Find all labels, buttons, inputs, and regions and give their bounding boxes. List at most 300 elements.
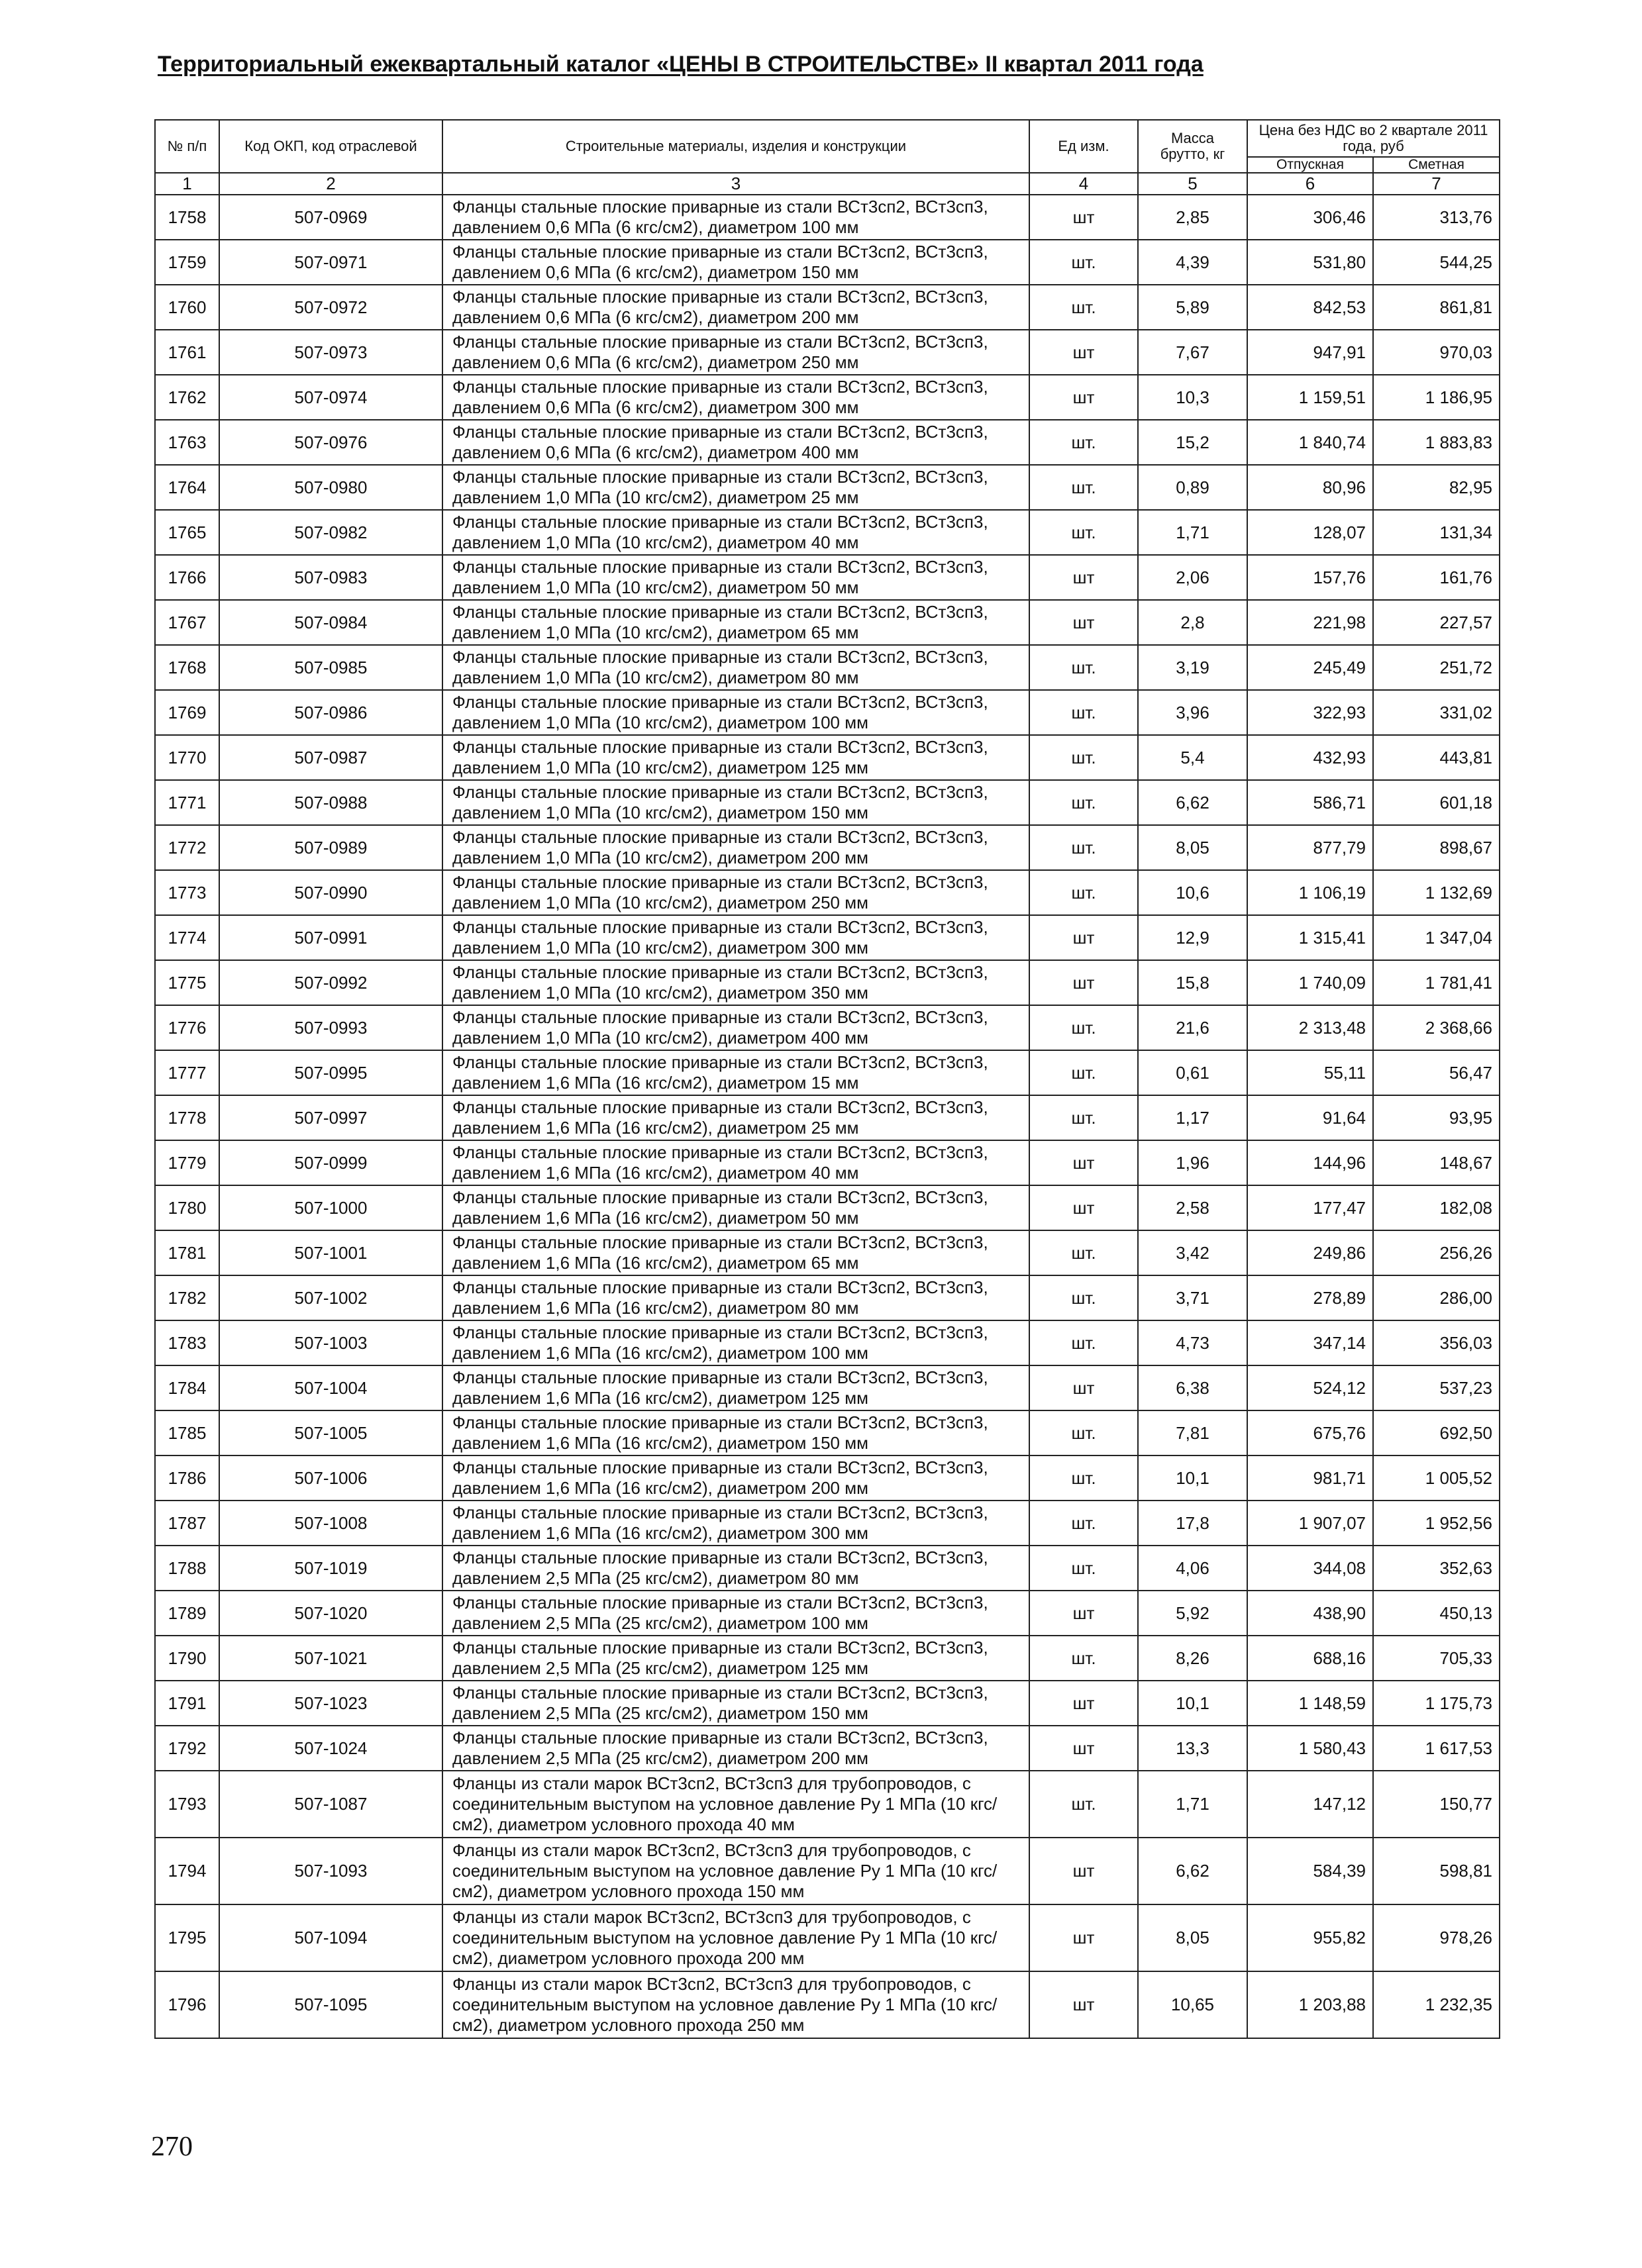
cell-name: Фланцы стальные плоские приварные из стали ВСт3сп2, ВСт3сп3, давлением 1,0 МПа (10 кгс/см2), диаметром 65 мм <box>442 600 1029 645</box>
cell-code: 507-1095 <box>219 1971 442 2038</box>
cell-num: 1791 <box>155 1681 219 1726</box>
table-row <box>155 1591 1500 1636</box>
table-row <box>155 1230 1500 1275</box>
cell-name: Фланцы стальные плоские приварные из стали ВСт3сп2, ВСт3сп3, давлением 1,6 МПа (16 кгс/см2), диаметром 300 мм <box>442 1501 1029 1546</box>
cell-num: 1774 <box>155 915 219 960</box>
cell-unit: шт. <box>1029 1005 1138 1050</box>
cell-name: Фланцы стальные плоские приварные из стали ВСт3сп2, ВСт3сп3, давлением 1,0 МПа (10 кгс/см2), диаметром 50 мм <box>442 555 1029 600</box>
cell-name: Фланцы стальные плоские приварные из стали ВСт3сп2, ВСт3сп3, давлением 1,0 МПа (10 кгс/см2), диаметром 125 мм <box>442 735 1029 780</box>
cell-code: 507-0991 <box>219 915 442 960</box>
cell-code: 507-0972 <box>219 285 442 330</box>
cell-price-estimate: 93,95 <box>1373 1095 1500 1140</box>
cell-unit: шт. <box>1029 1771 1138 1838</box>
cell-mass: 5,4 <box>1138 735 1247 780</box>
column-number: 4 <box>1029 173 1138 195</box>
cell-code: 507-0995 <box>219 1050 442 1095</box>
table-row <box>155 1546 1500 1591</box>
cell-mass: 8,26 <box>1138 1636 1247 1681</box>
cell-mass: 7,67 <box>1138 330 1247 375</box>
cell-mass: 21,6 <box>1138 1005 1247 1050</box>
cell-num: 1771 <box>155 780 219 825</box>
cell-mass: 13,3 <box>1138 1726 1247 1771</box>
cell-unit: шт. <box>1029 510 1138 555</box>
cell-price-release: 1 840,74 <box>1247 420 1373 465</box>
cell-unit: шт <box>1029 915 1138 960</box>
table-row <box>155 1636 1500 1681</box>
cell-code: 507-1024 <box>219 1726 442 1771</box>
cell-mass: 3,19 <box>1138 645 1247 690</box>
table-body <box>155 173 1500 2038</box>
cell-name: Фланцы стальные плоские приварные из стали ВСт3сп2, ВСт3сп3, давлением 1,6 МПа (16 кгс/см2), диаметром 25 мм <box>442 1095 1029 1140</box>
table-row <box>155 375 1500 420</box>
cell-mass: 1,17 <box>1138 1095 1247 1140</box>
table-row <box>155 1005 1500 1050</box>
cell-price-estimate: 450,13 <box>1373 1591 1500 1636</box>
cell-unit: шт. <box>1029 870 1138 915</box>
table-row <box>155 600 1500 645</box>
cell-code: 507-0982 <box>219 510 442 555</box>
cell-unit: шт. <box>1029 1095 1138 1140</box>
cell-unit: шт <box>1029 1591 1138 1636</box>
cell-price-release: 688,16 <box>1247 1636 1373 1681</box>
cell-code: 507-1019 <box>219 1546 442 1591</box>
cell-price-estimate: 1 132,69 <box>1373 870 1500 915</box>
table-row <box>155 1971 1500 2038</box>
table-row <box>155 1410 1500 1455</box>
cell-name: Фланцы стальные плоские приварные из стали ВСт3сп2, ВСт3сп3, давлением 1,6 МПа (16 кгс/см2), диаметром 80 мм <box>442 1275 1029 1320</box>
cell-price-estimate: 148,67 <box>1373 1140 1500 1185</box>
cell-name: Фланцы стальные плоские приварные из стали ВСт3сп2, ВСт3сп3, давлением 0,6 МПа (6 кгс/см2), диаметром 400 мм <box>442 420 1029 465</box>
cell-num: 1788 <box>155 1546 219 1591</box>
cell-mass: 5,89 <box>1138 285 1247 330</box>
cell-price-estimate: 1 617,53 <box>1373 1726 1500 1771</box>
table-row <box>155 1455 1500 1501</box>
cell-price-estimate: 537,23 <box>1373 1365 1500 1410</box>
cell-code: 507-0999 <box>219 1140 442 1185</box>
cell-price-estimate: 1 883,83 <box>1373 420 1500 465</box>
cell-unit: шт. <box>1029 1546 1138 1591</box>
cell-price-estimate: 1 781,41 <box>1373 960 1500 1005</box>
cell-num: 1760 <box>155 285 219 330</box>
cell-code: 507-0985 <box>219 645 442 690</box>
cell-unit: шт <box>1029 1140 1138 1185</box>
cell-name: Фланцы из стали марок ВСт3сп2, ВСт3сп3 для трубопроводов, с соединительным выступом на условное давление Ру 1 МПа (10 кгс/см2), диаметром условного прохода 40 мм <box>442 1771 1029 1838</box>
cell-mass: 1,71 <box>1138 1771 1247 1838</box>
cell-num: 1765 <box>155 510 219 555</box>
cell-num: 1759 <box>155 240 219 285</box>
cell-num: 1758 <box>155 195 219 240</box>
table-row <box>155 195 1500 240</box>
cell-price-estimate: 443,81 <box>1373 735 1500 780</box>
table-row <box>155 690 1500 735</box>
table-row <box>155 1275 1500 1320</box>
table-row <box>155 1320 1500 1365</box>
cell-price-release: 147,12 <box>1247 1771 1373 1838</box>
cell-price-release: 1 580,43 <box>1247 1726 1373 1771</box>
cell-num: 1769 <box>155 690 219 735</box>
cell-unit: шт. <box>1029 780 1138 825</box>
cell-price-estimate: 286,00 <box>1373 1275 1500 1320</box>
table-row <box>155 645 1500 690</box>
cell-code: 507-1006 <box>219 1455 442 1501</box>
cell-num: 1787 <box>155 1501 219 1546</box>
cell-unit: шт. <box>1029 1501 1138 1546</box>
cell-code: 507-1008 <box>219 1501 442 1546</box>
cell-price-estimate: 131,34 <box>1373 510 1500 555</box>
cell-unit: шт <box>1029 1681 1138 1726</box>
cell-name: Фланцы стальные плоские приварные из стали ВСт3сп2, ВСт3сп3, давлением 2,5 МПа (25 кгс/см2), диаметром 125 мм <box>442 1636 1029 1681</box>
cell-unit: шт <box>1029 330 1138 375</box>
cell-price-release: 347,14 <box>1247 1320 1373 1365</box>
cell-mass: 17,8 <box>1138 1501 1247 1546</box>
cell-price-release: 524,12 <box>1247 1365 1373 1410</box>
cell-price-estimate: 861,81 <box>1373 285 1500 330</box>
cell-name: Фланцы стальные плоские приварные из стали ВСт3сп2, ВСт3сп3, давлением 1,6 МПа (16 кгс/см2), диаметром 100 мм <box>442 1320 1029 1365</box>
cell-name: Фланцы стальные плоские приварные из стали ВСт3сп2, ВСт3сп3, давлением 1,0 МПа (10 кгс/см2), диаметром 300 мм <box>442 915 1029 960</box>
cell-mass: 10,1 <box>1138 1455 1247 1501</box>
cell-num: 1786 <box>155 1455 219 1501</box>
cell-price-release: 1 106,19 <box>1247 870 1373 915</box>
cell-price-release: 432,93 <box>1247 735 1373 780</box>
cell-code: 507-0993 <box>219 1005 442 1050</box>
table-row <box>155 1681 1500 1726</box>
col-header-code: Код ОКП, код отраслевой <box>219 120 442 173</box>
cell-num: 1775 <box>155 960 219 1005</box>
table-row <box>155 240 1500 285</box>
price-table <box>154 119 1500 2039</box>
table-row <box>155 1501 1500 1546</box>
cell-unit: шт <box>1029 1971 1138 2038</box>
cell-price-estimate: 352,63 <box>1373 1546 1500 1591</box>
cell-price-release: 877,79 <box>1247 825 1373 870</box>
cell-price-estimate: 705,33 <box>1373 1636 1500 1681</box>
cell-price-release: 2 313,48 <box>1247 1005 1373 1050</box>
cell-price-release: 1 315,41 <box>1247 915 1373 960</box>
cell-mass: 3,71 <box>1138 1275 1247 1320</box>
cell-unit: шт <box>1029 195 1138 240</box>
cell-num: 1779 <box>155 1140 219 1185</box>
cell-name: Фланцы стальные плоские приварные из стали ВСт3сп2, ВСт3сп3, давлением 1,6 МПа (16 кгс/см2), диаметром 50 мм <box>442 1185 1029 1230</box>
cell-mass: 8,05 <box>1138 825 1247 870</box>
cell-price-release: 955,82 <box>1247 1904 1373 1971</box>
cell-unit: шт. <box>1029 420 1138 465</box>
col-header-price-estimate: Сметная <box>1373 157 1500 173</box>
cell-num: 1792 <box>155 1726 219 1771</box>
cell-unit: шт. <box>1029 1320 1138 1365</box>
cell-name: Фланцы стальные плоские приварные из стали ВСт3сп2, ВСт3сп3, давлением 1,0 МПа (10 кгс/см2), диаметром 200 мм <box>442 825 1029 870</box>
cell-mass: 12,9 <box>1138 915 1247 960</box>
cell-unit: шт <box>1029 1838 1138 1904</box>
col-header-unit: Ед изм. <box>1029 120 1138 173</box>
cell-price-release: 1 159,51 <box>1247 375 1373 420</box>
cell-price-release: 438,90 <box>1247 1591 1373 1636</box>
cell-mass: 2,85 <box>1138 195 1247 240</box>
cell-unit: шт. <box>1029 825 1138 870</box>
cell-price-release: 947,91 <box>1247 330 1373 375</box>
cell-unit: шт. <box>1029 1230 1138 1275</box>
cell-num: 1776 <box>155 1005 219 1050</box>
cell-price-release: 344,08 <box>1247 1546 1373 1591</box>
cell-code: 507-0990 <box>219 870 442 915</box>
table-row <box>155 915 1500 960</box>
cell-unit: шт. <box>1029 240 1138 285</box>
cell-price-release: 306,46 <box>1247 195 1373 240</box>
cell-name: Фланцы стальные плоские приварные из стали ВСт3сп2, ВСт3сп3, давлением 2,5 МПа (25 кгс/см2), диаметром 150 мм <box>442 1681 1029 1726</box>
table-row <box>155 510 1500 555</box>
cell-code: 507-1094 <box>219 1904 442 1971</box>
table-row <box>155 1050 1500 1095</box>
cell-name: Фланцы стальные плоские приварные из стали ВСт3сп2, ВСт3сп3, давлением 0,6 МПа (6 кгс/см2), диаметром 100 мм <box>442 195 1029 240</box>
cell-mass: 0,61 <box>1138 1050 1247 1095</box>
page-number: 270 <box>151 2132 193 2162</box>
cell-num: 1795 <box>155 1904 219 1971</box>
cell-price-estimate: 331,02 <box>1373 690 1500 735</box>
table-row <box>155 285 1500 330</box>
table-row <box>155 1726 1500 1771</box>
cell-name: Фланцы стальные плоские приварные из стали ВСт3сп2, ВСт3сп3, давлением 1,0 МПа (10 кгс/см2), диаметром 400 мм <box>442 1005 1029 1050</box>
cell-name: Фланцы стальные плоские приварные из стали ВСт3сп2, ВСт3сп3, давлением 2,5 МПа (25 кгс/см2), диаметром 200 мм <box>442 1726 1029 1771</box>
cell-price-release: 91,64 <box>1247 1095 1373 1140</box>
table-row <box>155 825 1500 870</box>
cell-mass: 2,8 <box>1138 600 1247 645</box>
cell-num: 1796 <box>155 1971 219 2038</box>
cell-unit: шт <box>1029 1185 1138 1230</box>
cell-price-release: 144,96 <box>1247 1140 1373 1185</box>
cell-num: 1762 <box>155 375 219 420</box>
cell-price-estimate: 978,26 <box>1373 1904 1500 1971</box>
cell-price-estimate: 2 368,66 <box>1373 1005 1500 1050</box>
cell-code: 507-1005 <box>219 1410 442 1455</box>
cell-name: Фланцы стальные плоские приварные из стали ВСт3сп2, ВСт3сп3, давлением 1,0 МПа (10 кгс/см2), диаметром 100 мм <box>442 690 1029 735</box>
cell-mass: 4,39 <box>1138 240 1247 285</box>
table-row <box>155 1771 1500 1838</box>
cell-price-estimate: 227,57 <box>1373 600 1500 645</box>
cell-mass: 15,2 <box>1138 420 1247 465</box>
cell-num: 1790 <box>155 1636 219 1681</box>
cell-price-estimate: 313,76 <box>1373 195 1500 240</box>
cell-num: 1767 <box>155 600 219 645</box>
cell-unit: шт <box>1029 375 1138 420</box>
cell-price-release: 842,53 <box>1247 285 1373 330</box>
cell-name: Фланцы стальные плоские приварные из стали ВСт3сп2, ВСт3сп3, давлением 1,0 МПа (10 кгс/см2), диаметром 250 мм <box>442 870 1029 915</box>
cell-code: 507-1001 <box>219 1230 442 1275</box>
cell-num: 1770 <box>155 735 219 780</box>
page-title: Территориальный ежеквартальный каталог «ЦЕНЫ В СТРОИТЕЛЬСТВЕ» II квартал 2011 года <box>158 52 1204 77</box>
cell-num: 1766 <box>155 555 219 600</box>
cell-code: 507-1087 <box>219 1771 442 1838</box>
cell-price-release: 221,98 <box>1247 600 1373 645</box>
cell-price-release: 531,80 <box>1247 240 1373 285</box>
table-row <box>155 1838 1500 1904</box>
cell-unit: шт. <box>1029 645 1138 690</box>
table-row <box>155 420 1500 465</box>
cell-code: 507-0987 <box>219 735 442 780</box>
cell-price-estimate: 1 175,73 <box>1373 1681 1500 1726</box>
cell-num: 1783 <box>155 1320 219 1365</box>
table-row <box>155 960 1500 1005</box>
table-row <box>155 1095 1500 1140</box>
cell-num: 1773 <box>155 870 219 915</box>
cell-num: 1781 <box>155 1230 219 1275</box>
cell-name: Фланцы стальные плоские приварные из стали ВСт3сп2, ВСт3сп3, давлением 1,0 МПа (10 кгс/см2), диаметром 40 мм <box>442 510 1029 555</box>
cell-unit: шт <box>1029 960 1138 1005</box>
cell-name: Фланцы стальные плоские приварные из стали ВСт3сп2, ВСт3сп3, давлением 0,6 МПа (6 кгс/см2), диаметром 150 мм <box>442 240 1029 285</box>
cell-code: 507-1004 <box>219 1365 442 1410</box>
cell-code: 507-0974 <box>219 375 442 420</box>
cell-code: 507-0983 <box>219 555 442 600</box>
cell-num: 1780 <box>155 1185 219 1230</box>
cell-name: Фланцы стальные плоские приварные из стали ВСт3сп2, ВСт3сп3, давлением 1,6 МПа (16 кгс/см2), диаметром 15 мм <box>442 1050 1029 1095</box>
cell-price-estimate: 256,26 <box>1373 1230 1500 1275</box>
cell-mass: 10,3 <box>1138 375 1247 420</box>
cell-mass: 10,6 <box>1138 870 1247 915</box>
table-row <box>155 555 1500 600</box>
col-header-price-release: Отпускная <box>1247 157 1373 173</box>
cell-price-release: 1 148,59 <box>1247 1681 1373 1726</box>
column-number: 5 <box>1138 173 1247 195</box>
cell-num: 1785 <box>155 1410 219 1455</box>
cell-price-estimate: 970,03 <box>1373 330 1500 375</box>
cell-price-release: 157,76 <box>1247 555 1373 600</box>
cell-price-release: 584,39 <box>1247 1838 1373 1904</box>
cell-mass: 15,8 <box>1138 960 1247 1005</box>
col-header-price-group: Цена без НДС во 2 квартале 2011 года, руб <box>1247 120 1500 157</box>
cell-price-estimate: 601,18 <box>1373 780 1500 825</box>
cell-name: Фланцы стальные плоские приварные из стали ВСт3сп2, ВСт3сп3, давлением 1,6 МПа (16 кгс/см2), диаметром 200 мм <box>442 1455 1029 1501</box>
cell-code: 507-0971 <box>219 240 442 285</box>
cell-price-estimate: 356,03 <box>1373 1320 1500 1365</box>
cell-name: Фланцы стальные плоские приварные из стали ВСт3сп2, ВСт3сп3, давлением 1,0 МПа (10 кгс/см2), диаметром 25 мм <box>442 465 1029 510</box>
cell-unit: шт. <box>1029 690 1138 735</box>
cell-unit: шт. <box>1029 1455 1138 1501</box>
col-header-num: № п/п <box>155 120 219 173</box>
cell-num: 1778 <box>155 1095 219 1140</box>
cell-unit: шт <box>1029 1904 1138 1971</box>
cell-name: Фланцы стальные плоские приварные из стали ВСт3сп2, ВСт3сп3, давлением 1,0 МПа (10 кгс/см2), диаметром 80 мм <box>442 645 1029 690</box>
cell-price-release: 80,96 <box>1247 465 1373 510</box>
column-number-row <box>155 173 1500 195</box>
column-number: 2 <box>219 173 442 195</box>
col-header-name: Строительные материалы, изделия и конструкции <box>442 120 1029 173</box>
table-row <box>155 870 1500 915</box>
cell-mass: 10,65 <box>1138 1971 1247 2038</box>
cell-price-release: 245,49 <box>1247 645 1373 690</box>
cell-name: Фланцы стальные плоские приварные из стали ВСт3сп2, ВСт3сп3, давлением 0,6 МПа (6 кгс/см2), диаметром 200 мм <box>442 285 1029 330</box>
table-row <box>155 1185 1500 1230</box>
cell-unit: шт. <box>1029 1050 1138 1095</box>
cell-code: 507-1021 <box>219 1636 442 1681</box>
cell-mass: 6,38 <box>1138 1365 1247 1410</box>
cell-code: 507-0992 <box>219 960 442 1005</box>
cell-unit: шт <box>1029 1365 1138 1410</box>
cell-unit: шт. <box>1029 1410 1138 1455</box>
cell-mass: 0,89 <box>1138 465 1247 510</box>
cell-price-estimate: 161,76 <box>1373 555 1500 600</box>
cell-unit: шт. <box>1029 1636 1138 1681</box>
cell-mass: 7,81 <box>1138 1410 1247 1455</box>
cell-name: Фланцы стальные плоские приварные из стали ВСт3сп2, ВСт3сп3, давлением 1,6 МПа (16 кгс/см2), диаметром 150 мм <box>442 1410 1029 1455</box>
cell-price-estimate: 150,77 <box>1373 1771 1500 1838</box>
cell-num: 1782 <box>155 1275 219 1320</box>
cell-price-release: 322,93 <box>1247 690 1373 735</box>
cell-name: Фланцы из стали марок ВСт3сп2, ВСт3сп3 для трубопроводов, с соединительным выступом на условное давление Ру 1 МПа (10 кгс/см2), диаметром условного прохода 250 мм <box>442 1971 1029 2038</box>
cell-price-release: 981,71 <box>1247 1455 1373 1501</box>
cell-name: Фланцы стальные плоские приварные из стали ВСт3сп2, ВСт3сп3, давлением 2,5 МПа (25 кгс/см2), диаметром 100 мм <box>442 1591 1029 1636</box>
cell-price-release: 177,47 <box>1247 1185 1373 1230</box>
cell-mass: 2,58 <box>1138 1185 1247 1230</box>
cell-name: Фланцы стальные плоские приварные из стали ВСт3сп2, ВСт3сп3, давлением 0,6 МПа (6 кгс/см2), диаметром 300 мм <box>442 375 1029 420</box>
cell-num: 1763 <box>155 420 219 465</box>
column-number: 6 <box>1247 173 1373 195</box>
cell-price-release: 675,76 <box>1247 1410 1373 1455</box>
cell-code: 507-1093 <box>219 1838 442 1904</box>
cell-name: Фланцы стальные плоские приварные из стали ВСт3сп2, ВСт3сп3, давлением 1,0 МПа (10 кгс/см2), диаметром 350 мм <box>442 960 1029 1005</box>
cell-price-estimate: 82,95 <box>1373 465 1500 510</box>
cell-code: 507-0980 <box>219 465 442 510</box>
table-row <box>155 1365 1500 1410</box>
cell-price-estimate: 1 347,04 <box>1373 915 1500 960</box>
cell-num: 1794 <box>155 1838 219 1904</box>
cell-price-release: 1 907,07 <box>1247 1501 1373 1546</box>
cell-price-release: 1 740,09 <box>1247 960 1373 1005</box>
cell-mass: 6,62 <box>1138 780 1247 825</box>
cell-num: 1789 <box>155 1591 219 1636</box>
cell-code: 507-1003 <box>219 1320 442 1365</box>
cell-name: Фланцы стальные плоские приварные из стали ВСт3сп2, ВСт3сп3, давлением 1,6 МПа (16 кгс/см2), диаметром 65 мм <box>442 1230 1029 1275</box>
cell-unit: шт. <box>1029 1275 1138 1320</box>
cell-mass: 4,73 <box>1138 1320 1247 1365</box>
cell-name: Фланцы из стали марок ВСт3сп2, ВСт3сп3 для трубопроводов, с соединительным выступом на условное давление Ру 1 МПа (10 кгс/см2), диаметром условного прохода 150 мм <box>442 1838 1029 1904</box>
cell-mass: 1,96 <box>1138 1140 1247 1185</box>
cell-name: Фланцы стальные плоские приварные из стали ВСт3сп2, ВСт3сп3, давлением 1,6 МПа (16 кгс/см2), диаметром 125 мм <box>442 1365 1029 1410</box>
cell-unit: шт. <box>1029 465 1138 510</box>
cell-price-release: 278,89 <box>1247 1275 1373 1320</box>
cell-code: 507-1020 <box>219 1591 442 1636</box>
cell-num: 1777 <box>155 1050 219 1095</box>
table-row <box>155 780 1500 825</box>
table-row <box>155 735 1500 780</box>
cell-unit: шт. <box>1029 285 1138 330</box>
cell-code: 507-1023 <box>219 1681 442 1726</box>
cell-num: 1793 <box>155 1771 219 1838</box>
cell-code: 507-0986 <box>219 690 442 735</box>
cell-mass: 4,06 <box>1138 1546 1247 1591</box>
cell-price-release: 55,11 <box>1247 1050 1373 1095</box>
cell-price-estimate: 1 232,35 <box>1373 1971 1500 2038</box>
cell-unit: шт <box>1029 555 1138 600</box>
cell-price-estimate: 544,25 <box>1373 240 1500 285</box>
cell-price-estimate: 898,67 <box>1373 825 1500 870</box>
cell-name: Фланцы стальные плоские приварные из стали ВСт3сп2, ВСт3сп3, давлением 1,0 МПа (10 кгс/см2), диаметром 150 мм <box>442 780 1029 825</box>
cell-code: 507-0997 <box>219 1095 442 1140</box>
cell-code: 507-1002 <box>219 1275 442 1320</box>
cell-num: 1784 <box>155 1365 219 1410</box>
cell-code: 507-0988 <box>219 780 442 825</box>
table-row <box>155 1140 1500 1185</box>
cell-mass: 3,42 <box>1138 1230 1247 1275</box>
cell-price-release: 249,86 <box>1247 1230 1373 1275</box>
cell-name: Фланцы стальные плоские приварные из стали ВСт3сп2, ВСт3сп3, давлением 0,6 МПа (6 кгс/см2), диаметром 250 мм <box>442 330 1029 375</box>
table-row <box>155 1904 1500 1971</box>
cell-price-estimate: 56,47 <box>1373 1050 1500 1095</box>
cell-mass: 8,05 <box>1138 1904 1247 1971</box>
cell-mass: 2,06 <box>1138 555 1247 600</box>
cell-unit: шт <box>1029 1726 1138 1771</box>
cell-price-estimate: 251,72 <box>1373 645 1500 690</box>
cell-mass: 5,92 <box>1138 1591 1247 1636</box>
cell-price-estimate: 1 186,95 <box>1373 375 1500 420</box>
cell-num: 1768 <box>155 645 219 690</box>
